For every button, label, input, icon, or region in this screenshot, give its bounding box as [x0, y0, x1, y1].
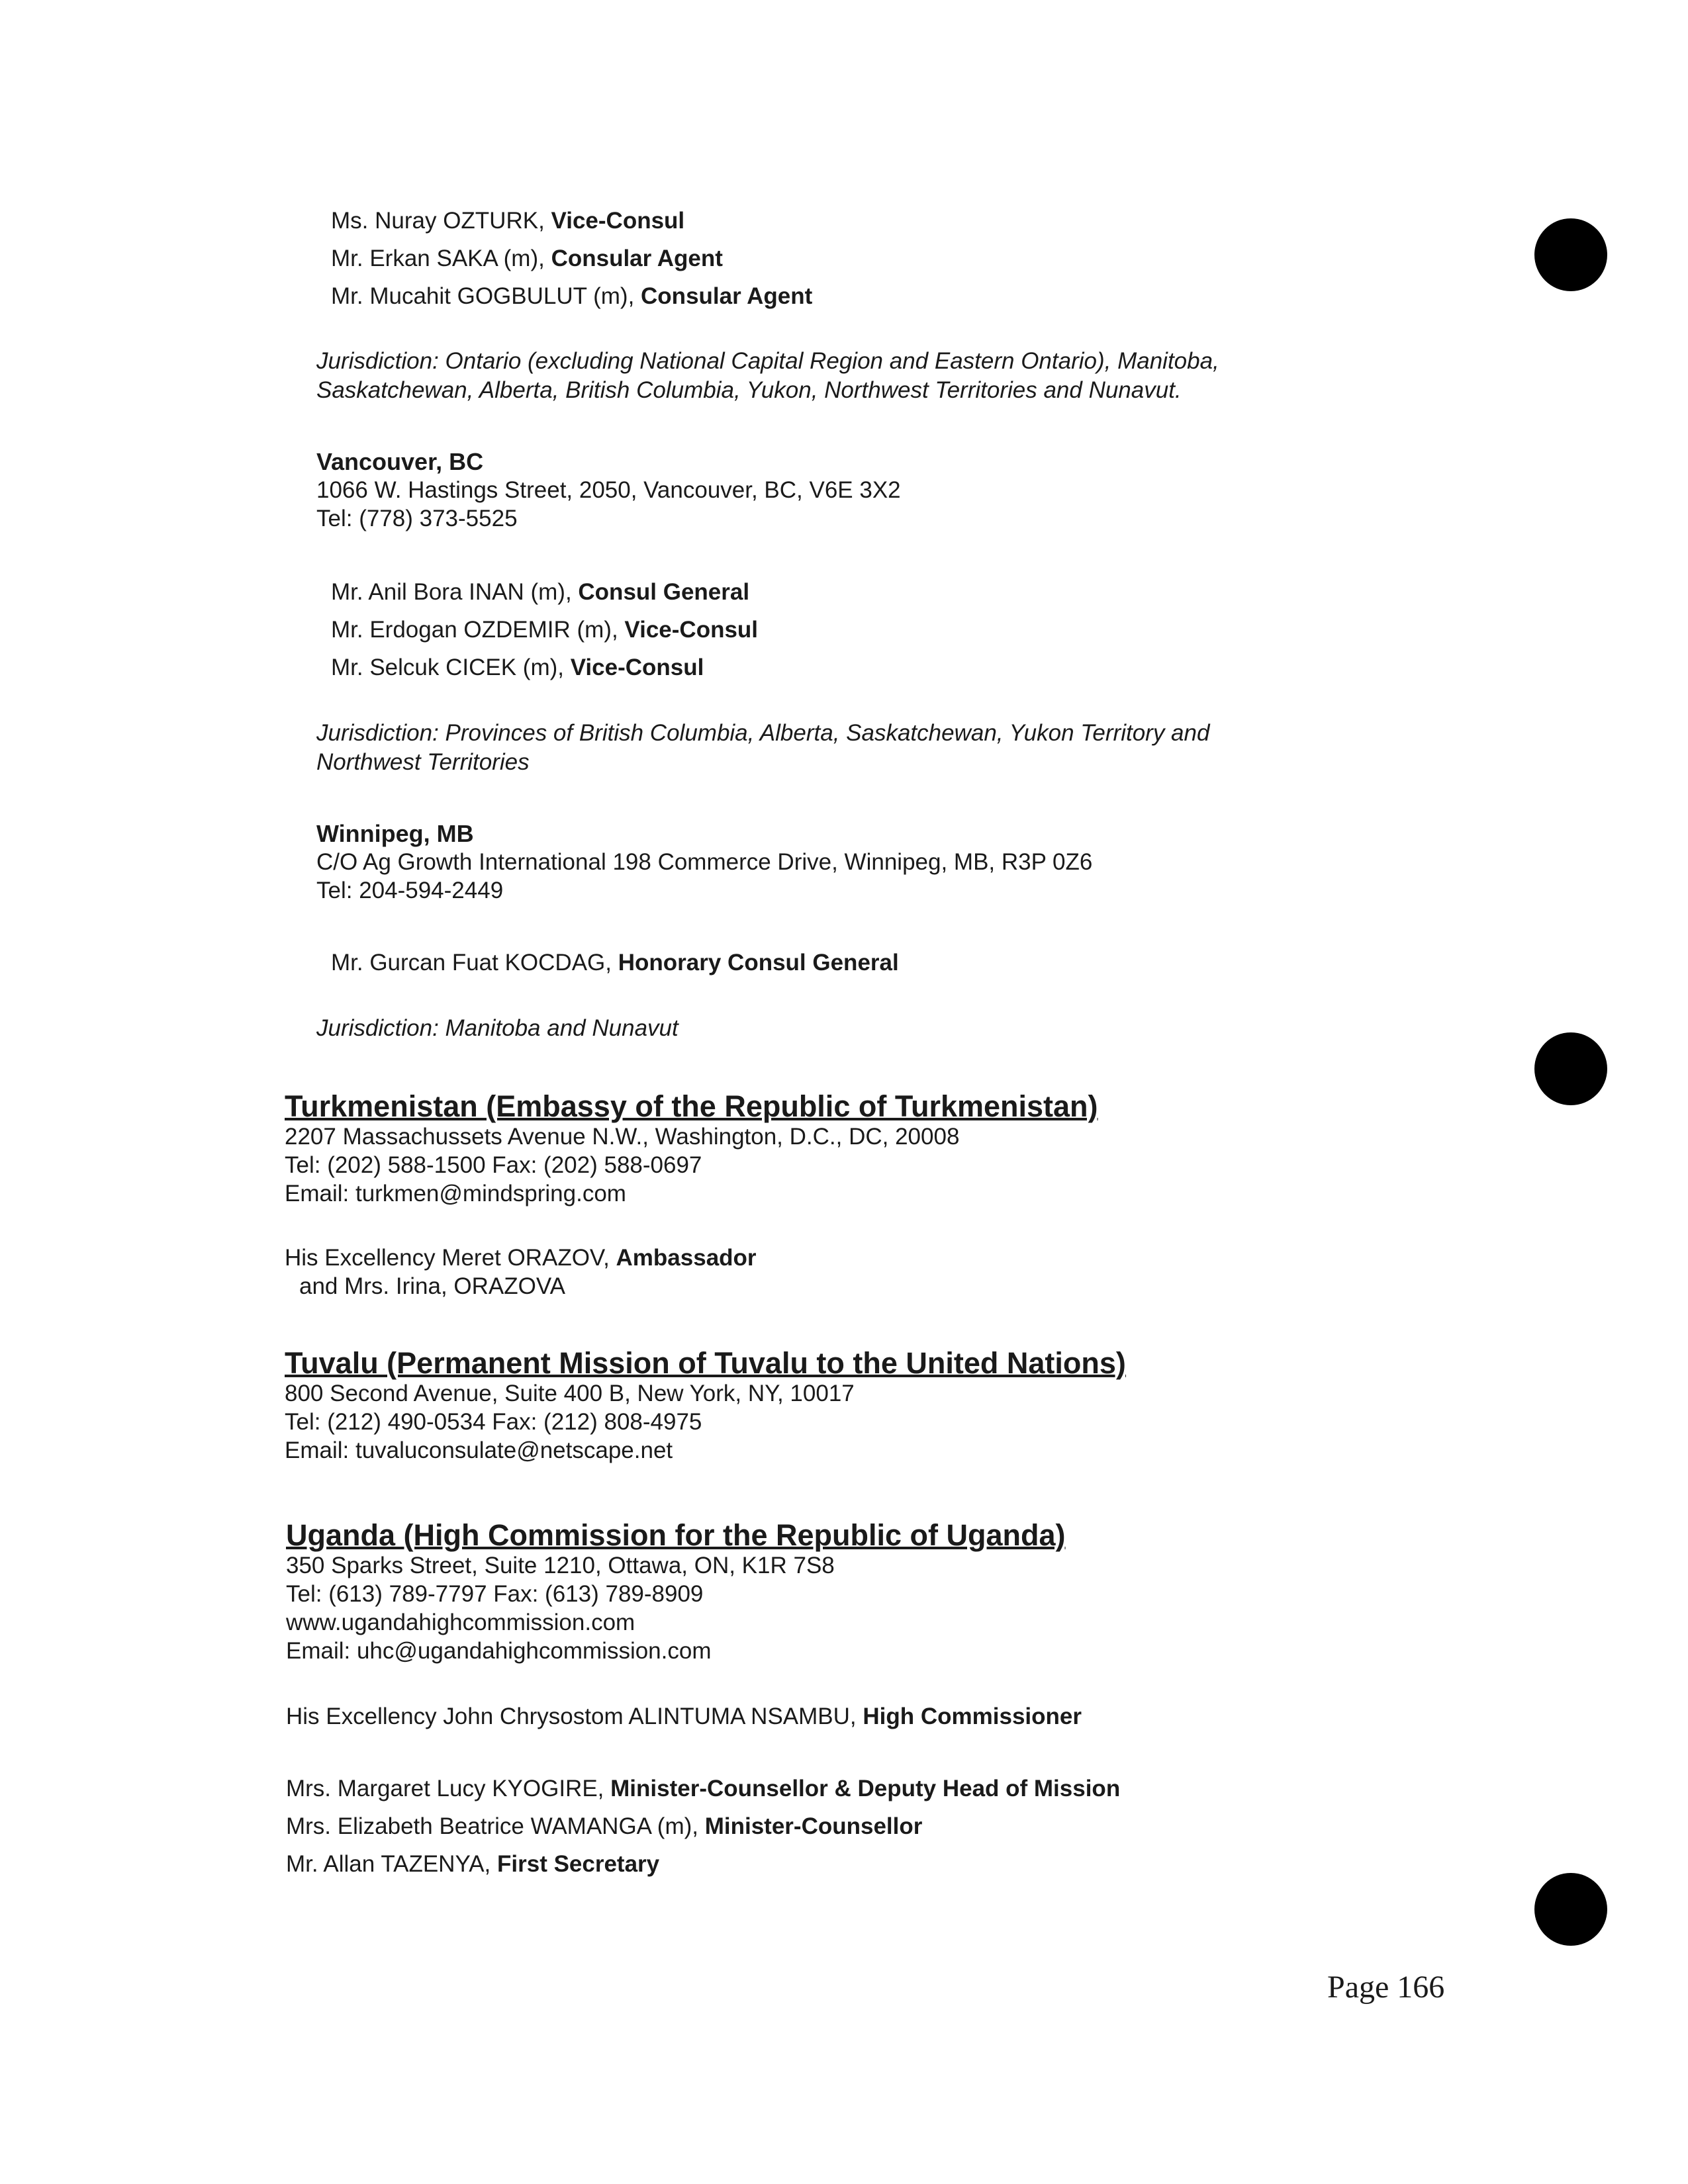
- address: 350 Sparks Street, Suite 1210, Ottawa, ON, K1R 7S8: [286, 1553, 835, 1578]
- vancouver-office: [316, 447, 901, 533]
- telephone: Tel: 204-594-2449: [316, 878, 504, 903]
- staff-entry: Mr. Selcuk CICEK (m), Vice-Consul: [331, 655, 704, 680]
- country-heading: Uganda (High Commission for the Republic of Uganda): [286, 1518, 1066, 1552]
- address: C/O Ag Growth International 198 Commerce Drive, Winnipeg, MB, R3P 0Z6: [316, 849, 1093, 875]
- head-of-mission: His Excellency Meret ORAZOV, Ambassador: [285, 1245, 757, 1271]
- city-heading: Vancouver, BC: [316, 448, 484, 475]
- uganda-staff: [286, 1770, 1120, 1883]
- tuvalu-entry: [285, 1347, 1126, 1465]
- staff-entry: Mr. Gurcan Fuat KOCDAG, Honorary Consul General: [331, 950, 899, 976]
- address: 2207 Massachussets Avenue N.W., Washington, D.C., DC, 20008: [285, 1124, 960, 1150]
- staff-list-top: [331, 202, 812, 315]
- page-number: Page 166: [1327, 1970, 1445, 2005]
- staff-entry: Mr. Mucahit GOGBULUT (m), Consular Agent: [331, 283, 813, 309]
- spouse: and Mrs. Irina, ORAZOVA: [299, 1273, 565, 1299]
- staff-entry: Mrs. Elizabeth Beatrice WAMANGA (m), Minister-Counsellor: [286, 1813, 923, 1839]
- staff-entry: Mr. Allan TAZENYA, First Secretary: [286, 1851, 660, 1877]
- vancouver-staff: [331, 573, 758, 686]
- punch-hole-top: [1534, 218, 1607, 291]
- address: 1066 W. Hastings Street, 2050, Vancouver, BC, V6E 3X2: [316, 477, 901, 503]
- winnipeg-staff: [331, 944, 899, 981]
- staff-entry: Mr. Erdogan OZDEMIR (m), Vice-Consul: [331, 617, 759, 643]
- telephone-fax: Tel: (202) 588-1500 Fax: (202) 588-0697: [285, 1152, 702, 1178]
- vancouver-jurisdiction: Jurisdiction: Provinces of British Columbia, Alberta, Saskatchewan, Yukon Territory and Northwest Territories: [316, 720, 1210, 775]
- email: Email: turkmen@mindspring.com: [285, 1181, 626, 1206]
- telephone: Tel: (778) 373-5525: [316, 506, 518, 531]
- staff-entry: Mr. Anil Bora INAN (m), Consul General: [331, 579, 750, 605]
- address: 800 Second Avenue, Suite 400 B, New York, NY, 10017: [285, 1381, 855, 1406]
- country-heading: Turkmenistan (Embassy of the Republic of Turkmenistan): [285, 1089, 1098, 1123]
- uganda-entry: [286, 1520, 1066, 1665]
- country-heading: Tuvalu (Permanent Mission of Tuvalu to the United Nations): [285, 1346, 1126, 1380]
- city-heading: Winnipeg, MB: [316, 820, 474, 847]
- punch-hole-bottom: [1534, 1873, 1607, 1946]
- staff-entry: Mrs. Margaret Lucy KYOGIRE, Minister-Counsellor & Deputy Head of Mission: [286, 1776, 1121, 1801]
- punch-hole-middle: [1534, 1032, 1607, 1105]
- telephone-fax: Tel: (212) 490-0534 Fax: (212) 808-4975: [285, 1409, 702, 1435]
- head-of-mission: His Excellency John Chrysostom ALINTUMA NSAMBU, High Commissioner: [286, 1704, 1082, 1729]
- email: Email: uhc@ugandahighcommission.com: [286, 1638, 712, 1664]
- toronto-jurisdiction: Jurisdiction: Ontario (excluding National Capital Region and Eastern Ontario), Manitoba, Saskatchewan, Alberta, British Columbia, Yukon, Northwest Territories and Nunavut.: [316, 348, 1219, 403]
- turkmenistan-entry: [285, 1091, 1098, 1300]
- telephone-fax: Tel: (613) 789-7797 Fax: (613) 789-8909: [286, 1581, 704, 1607]
- website: www.ugandahighcommission.com: [286, 1610, 635, 1635]
- winnipeg-jurisdiction: Jurisdiction: Manitoba and Nunavut: [316, 1015, 679, 1041]
- staff-entry: Mr. Erkan SAKA (m), Consular Agent: [331, 246, 723, 271]
- staff-entry: Ms. Nuray OZTURK, Vice-Consul: [331, 208, 685, 234]
- email: Email: tuvaluconsulate@netscape.net: [285, 1437, 673, 1463]
- winnipeg-office: [316, 819, 1092, 905]
